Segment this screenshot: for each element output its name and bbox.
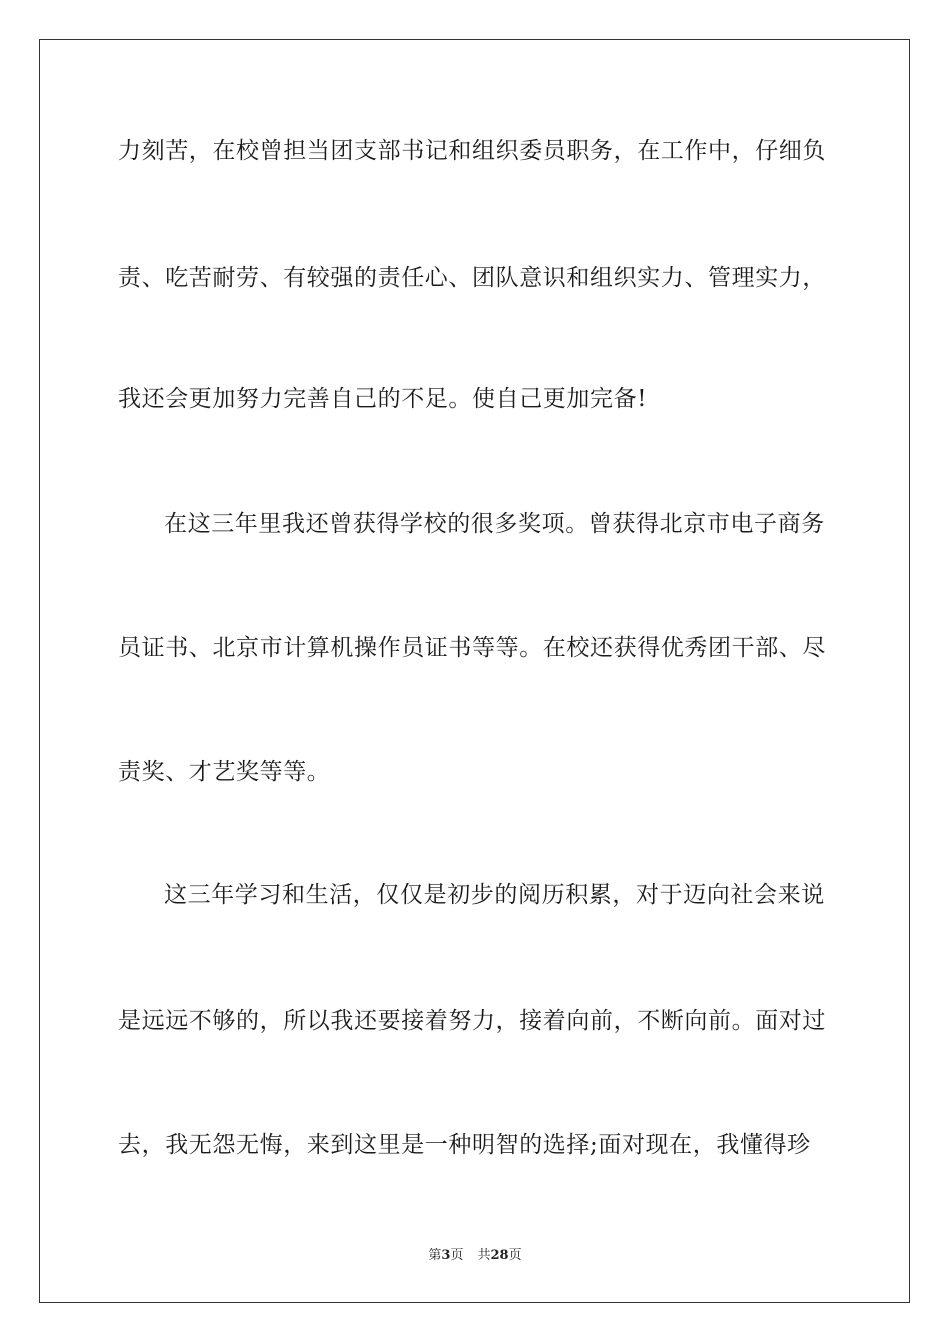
- text-line: 力刻苦，在校曾担当团支部书记和组织委员职务，在工作中，仔细负: [118, 138, 826, 164]
- text-line: 我还会更加努力完善自己的不足。使自己更加完备!: [118, 386, 648, 412]
- text-line: 责奖、才艺奖等等。: [118, 759, 331, 785]
- page-number: 3: [441, 1248, 451, 1263]
- total-suffix: 页: [508, 1248, 522, 1263]
- page-border: [39, 39, 910, 1303]
- text-line: 员证书、北京市计算机操作员证书等等。在校还获得优秀团干部、尽: [118, 635, 826, 661]
- text-line: 责、吃苦耐劳、有较强的责任心、团队意识和组织实力、管理实力，: [118, 265, 826, 291]
- page-footer: [0, 1247, 950, 1265]
- page-suffix: 页: [450, 1248, 464, 1263]
- total-prefix: 共: [477, 1248, 491, 1263]
- paragraph-start-line: 在这三年里我还曾获得学校的很多奖项。曾获得北京市电子商务: [164, 511, 825, 537]
- text-line: 去，我无怨无悔，来到这里是一种明智的选择;面对现在，我懂得珍: [118, 1132, 811, 1158]
- paragraph-start-line: 这三年学习和生活，仅仅是初步的阅历积累，对于迈向社会来说: [164, 882, 825, 908]
- text-line: 是远远不够的，所以我还要接着努力，接着向前，不断向前。面对过: [118, 1008, 826, 1034]
- page-prefix: 第: [428, 1248, 442, 1263]
- total-pages: 28: [490, 1248, 509, 1263]
